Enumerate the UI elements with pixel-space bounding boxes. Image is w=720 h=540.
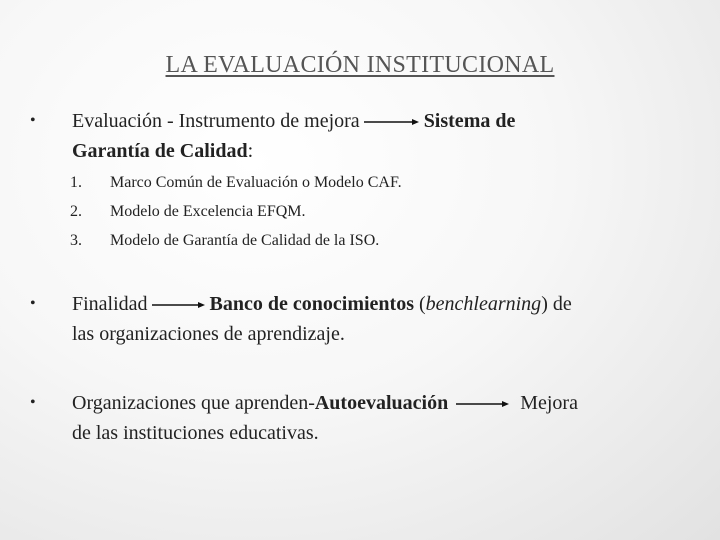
text-aprenden: Organizaciones que aprenden- — [72, 392, 315, 414]
list-item — [46, 197, 402, 226]
arrow-icon — [152, 300, 206, 310]
text-mejora: Mejora — [520, 392, 578, 414]
slide-title: LA EVALUACIÓN INSTITUCIONAL — [165, 52, 555, 78]
bullet-dot: • — [30, 112, 36, 129]
text-paren-close: ) de — [541, 293, 572, 315]
numbered-list — [46, 168, 402, 255]
list-text: Modelo de Excelencia EFQM. — [110, 203, 306, 220]
bullet-line — [72, 418, 319, 448]
bullet-line — [72, 106, 515, 136]
list-item — [46, 226, 402, 255]
bullet-line — [72, 289, 572, 319]
arrow-icon — [456, 399, 510, 409]
list-number: 2. — [70, 203, 82, 220]
text-banco: Banco de conocimientos — [209, 293, 414, 315]
list-text: Modelo de Garantía de Calidad de la ISO. — [110, 232, 380, 249]
text-sistema: Sistema de — [423, 110, 516, 132]
list-number: 3. — [70, 232, 82, 249]
text-benchlearning: benchlearning — [425, 293, 542, 315]
text-instituciones: de las instituciones educativas. — [72, 422, 319, 444]
bullet-line — [72, 319, 345, 349]
arrow-icon — [364, 117, 420, 127]
text-colon: : — [247, 140, 254, 162]
text-garantia: Garantía de Calidad — [72, 140, 248, 162]
list-item — [46, 168, 402, 197]
list-number: 1. — [70, 174, 82, 191]
text-instrumento: Evaluación - Instrumento de mejora — [72, 110, 360, 132]
text-paren-open: ( — [418, 293, 426, 315]
bullet-dot: • — [30, 394, 36, 411]
bullet-line — [72, 388, 578, 418]
text-finalidad: Finalidad — [72, 293, 148, 315]
bullet-line — [72, 136, 253, 166]
text-autoevaluacion: Autoevaluación — [314, 392, 449, 414]
bullet-dot: • — [30, 295, 36, 312]
text-organizaciones: las organizaciones de aprendizaje. — [72, 323, 345, 345]
list-text: Marco Común de Evaluación o Modelo CAF. — [110, 174, 402, 191]
